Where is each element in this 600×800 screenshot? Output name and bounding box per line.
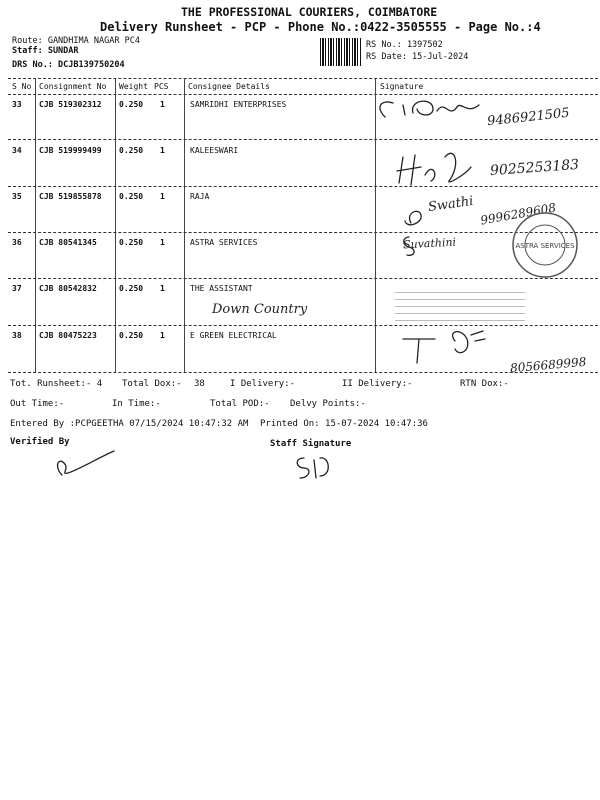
col-header-consignment: Consignment No xyxy=(39,82,107,91)
row35-handwritten-name: Swathi xyxy=(427,193,475,216)
col-divider xyxy=(184,78,185,373)
row-weight: 0.250 xyxy=(119,238,144,247)
row-consignee: SAMRIDHI ENTERPRISES xyxy=(190,100,287,109)
row36-handwritten-name: Suvathini xyxy=(402,235,457,252)
row35-handwritten-phone: 9996289608 xyxy=(479,200,557,228)
rs-date: RS Date: 15-Jul-2024 xyxy=(366,52,469,62)
row-pcs: 1 xyxy=(160,192,165,201)
out-time: Out Time:- xyxy=(10,399,65,409)
row-pcs: 1 xyxy=(160,100,165,109)
col-divider xyxy=(115,78,116,373)
row-sno: 33 xyxy=(12,100,22,109)
row-weight: 0.250 xyxy=(119,192,144,201)
row-sno: 37 xyxy=(12,284,22,293)
col-header-sno: S No xyxy=(12,82,32,91)
col-header-weight: Weight xyxy=(119,82,148,91)
col-header-signature: Signature xyxy=(380,82,424,91)
row-consignee: ASTRA SERVICES xyxy=(190,238,258,247)
total-dox-label: Total Dox:- xyxy=(122,379,182,389)
rs-number: RS No.: 1397502 xyxy=(366,40,443,50)
row-sno: 35 xyxy=(12,192,22,201)
row-pcs: 1 xyxy=(160,146,165,155)
delvy-points: Delvy Points:- xyxy=(290,399,366,409)
row-weight: 0.250 xyxy=(119,146,144,155)
in-time: In Time:- xyxy=(112,399,161,409)
row38-handwritten-phone: 8056689998 xyxy=(509,354,587,376)
row-weight: 0.250 xyxy=(119,284,144,293)
row-weight: 0.250 xyxy=(119,100,144,109)
col-divider xyxy=(35,78,36,373)
ii-delivery: II Delivery:- xyxy=(342,379,413,389)
row-sno: 38 xyxy=(12,331,22,340)
row-consignment-no: CJB 519302312 xyxy=(39,100,102,109)
table-top-rule xyxy=(8,78,598,79)
verified-by-label: Verified By xyxy=(10,437,70,447)
row-consignee: KALEESWARI xyxy=(190,146,239,155)
total-pod: Total POD:- xyxy=(210,399,270,409)
verified-by-signature xyxy=(50,445,130,485)
runsheet-title: Delivery Runsheet - PCP - Phone No.:0422-3505555 - Page No.:4 xyxy=(100,20,541,34)
staff-signature-mark xyxy=(290,448,350,484)
row-consignment-no: CJB 519855878 xyxy=(39,192,102,201)
row-consignee: RAJA xyxy=(190,192,210,201)
row34-handwritten-phone: 9025253183 xyxy=(489,156,580,180)
row-consignment-no: CJB 80542832 xyxy=(39,284,97,293)
row-consignment-no: CJB 80475223 xyxy=(39,331,97,340)
row-consignee: THE ASSISTANT xyxy=(190,284,253,293)
route-label: Route: GANDHIMA NAGAR PC4 xyxy=(12,36,140,46)
row-consignment-no: CJB 519999499 xyxy=(39,146,102,155)
company-stamp xyxy=(510,210,580,280)
rtn-dox: RTN Dox:- xyxy=(460,379,509,389)
total-dox-value: 38 xyxy=(194,379,205,389)
barcode xyxy=(320,38,362,66)
staff-label: Staff: SUNDAR xyxy=(12,46,79,56)
col-header-pcs: PCS xyxy=(154,82,169,91)
row-pcs: 1 xyxy=(160,331,165,340)
i-delivery: I Delivery:- xyxy=(230,379,296,389)
row-pcs: 1 xyxy=(160,284,165,293)
printed-on: Printed On: 15-07-2024 10:47:36 xyxy=(260,419,428,429)
staff-signature-label: Staff Signature xyxy=(270,439,352,449)
faded-office-stamp xyxy=(395,287,525,321)
row37-handwritten-note: Down Country xyxy=(212,302,308,317)
col-header-consignee: Consignee Details xyxy=(188,82,270,91)
company-title: THE PROFESSIONAL COURIERS, COIMBATORE xyxy=(181,5,438,19)
row-sno: 36 xyxy=(12,238,22,247)
row-pcs: 1 xyxy=(160,238,165,247)
stamp-text: ASTRA SERVICES xyxy=(515,242,575,250)
row-consignment-no: CJB 80541345 xyxy=(39,238,97,247)
row33-handwritten-phone: 9486921505 xyxy=(486,105,571,130)
entered-by: Entered By :PCPGEETHA 07/15/2024 10:47:32 AM xyxy=(10,419,249,429)
row-weight: 0.250 xyxy=(119,331,144,340)
row-consignee: E GREEN ELECTRICAL xyxy=(190,331,277,340)
tot-runsheet: Tot. Runsheet:- 4 xyxy=(10,379,103,389)
drs-number: DRS No.: DCJB139750204 xyxy=(12,60,125,70)
row-sno: 34 xyxy=(12,146,22,155)
